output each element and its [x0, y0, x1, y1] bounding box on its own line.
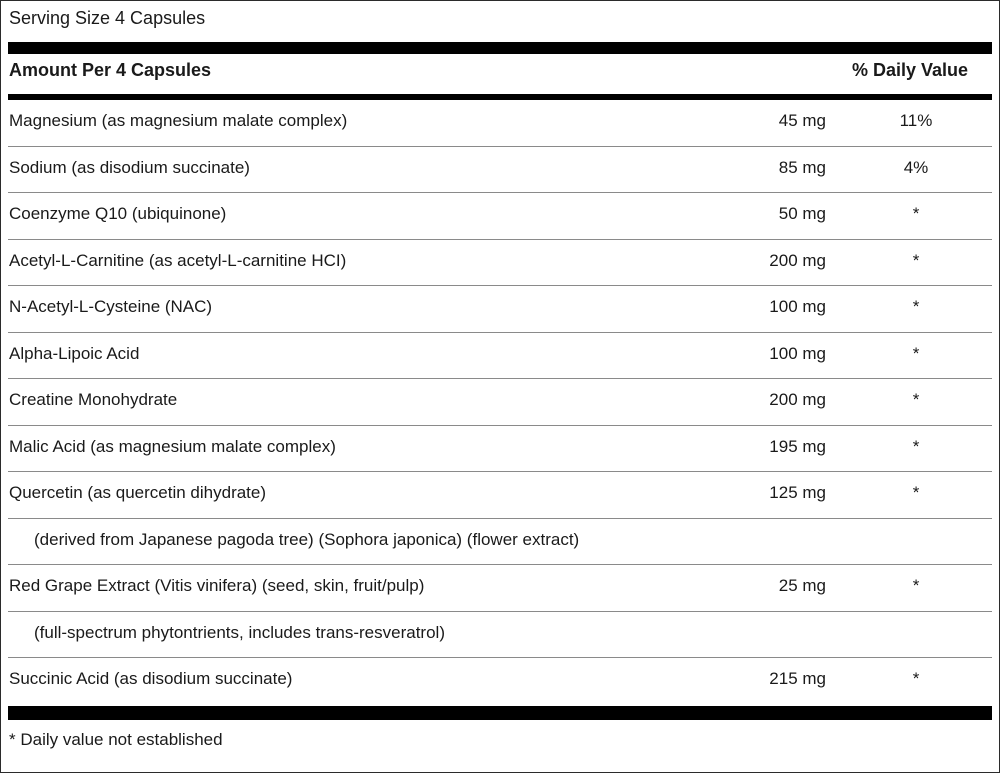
- table-row: [8, 472, 992, 519]
- nutrient-daily-value: *: [912, 483, 920, 502]
- nutrient-amount: 25 mg: [778, 576, 826, 595]
- daily-value-header: % Daily Value: [852, 60, 969, 80]
- nutrient-subnote: (derived from Japanese pagoda tree) (Sophora japonica) (flower extract): [34, 529, 580, 549]
- nutrient-amount: 200 mg: [769, 250, 826, 270]
- nutrient-daily-value: *: [912, 390, 920, 409]
- nutrient-daily-value: *: [912, 576, 920, 595]
- table-row-subnote: [8, 612, 992, 659]
- table-row-subnote: [8, 519, 992, 566]
- nutrient-name: Alpha-Lipoic Acid: [9, 343, 140, 363]
- nutrient-amount: 85 mg: [778, 157, 826, 177]
- nutrient-daily-value: 4%: [903, 157, 929, 177]
- serving-size: Serving Size 4 Capsules: [9, 8, 206, 28]
- nutrient-amount: 100 mg: [769, 297, 826, 316]
- nutrient-daily-value: *: [912, 343, 920, 363]
- table-row: [8, 426, 992, 473]
- nutrient-name: Malic Acid (as magnesium malate complex): [9, 436, 336, 456]
- nutrient-daily-value: *: [912, 297, 920, 316]
- table-row: [8, 658, 992, 704]
- table-row: [8, 565, 992, 612]
- nutrient-daily-value: *: [912, 250, 920, 270]
- nutrient-subnote: (full-spectrum phytontrients, includes trans-resveratrol): [34, 622, 445, 642]
- nutrient-amount: 125 mg: [769, 483, 826, 502]
- footnote: * Daily value not established: [9, 730, 223, 749]
- nutrient-daily-value: *: [912, 436, 920, 456]
- nutrient-name: Quercetin (as quercetin dihydrate): [9, 483, 267, 502]
- divider-thick-bottom: [8, 706, 992, 720]
- nutrient-amount: 200 mg: [769, 390, 826, 409]
- nutrient-name: Creatine Monohydrate: [9, 390, 178, 409]
- amount-per-header: Amount Per 4 Capsules: [9, 60, 212, 80]
- nutrient-name: Sodium (as disodium succinate): [9, 157, 250, 177]
- nutrient-name: Magnesium (as magnesium malate complex): [9, 111, 348, 130]
- nutrient-name: Acetyl-L-Carnitine (as acetyl-L-carnitine HCI): [9, 250, 347, 270]
- table-row: [8, 286, 992, 333]
- table-row: [8, 147, 992, 194]
- nutrient-name: Coenzyme Q10 (ubiquinone): [9, 204, 227, 223]
- nutrient-daily-value: 11%: [899, 111, 933, 130]
- nutrient-name: Red Grape Extract (Vitis vinifera) (seed, skin, fruit/pulp): [9, 576, 425, 595]
- nutrient-amount: 195 mg: [769, 436, 826, 456]
- table-row: [8, 100, 992, 147]
- table-row: [8, 193, 992, 240]
- nutrient-name: Succinic Acid (as disodium succinate): [9, 669, 293, 688]
- nutrient-amount: 100 mg: [769, 343, 826, 363]
- table-row: [8, 240, 992, 287]
- nutrient-name: N-Acetyl-L-Cysteine (NAC): [9, 297, 213, 316]
- nutrient-amount: 215 mg: [769, 669, 826, 688]
- table-row: [8, 379, 992, 426]
- table-row: [8, 333, 992, 380]
- nutrient-amount: 45 mg: [778, 111, 826, 130]
- nutrient-daily-value: *: [912, 669, 920, 688]
- nutrient-table: [8, 100, 992, 704]
- divider-thick-top: [8, 42, 992, 54]
- nutrient-amount: 50 mg: [778, 204, 826, 223]
- nutrient-daily-value: *: [912, 204, 920, 223]
